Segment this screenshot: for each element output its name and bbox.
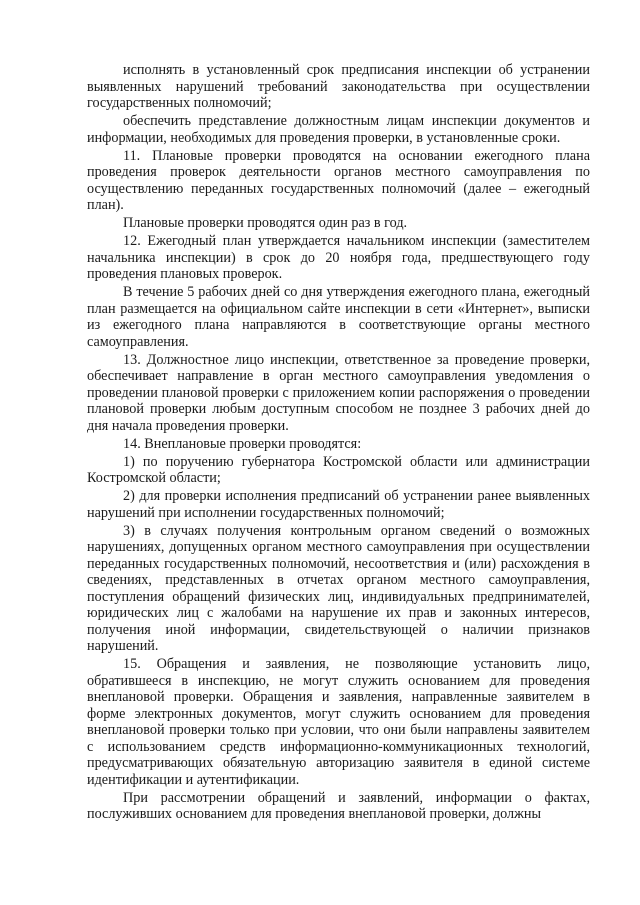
paragraph-plan-publication: В течение 5 рабочих дней со дня утверждения ежегодного плана, ежегодный план размещается на официальном сайте инспекции в сети «Интернет», выписки из ежегодного плана направляются в соответствующие органы местного самоуправления. (87, 284, 590, 350)
paragraph-once-a-year: Плановые проверки проводятся один раз в год. (123, 215, 408, 231)
paragraph-15-appeals: 15. Обращения и заявления, не позволяющие установить лицо, обратившееся в инспекцию, не могут служить основанием для проведения внеплановой проверки. Обращения и заявления, направленные заявителем в форме электронных документов, могут служить основанием для проведения внеплановой проверки только при условии, что они были направлены заявителем с использованием средств информационно-коммуникационных технологий, предусматривающих обязательную авторизацию заявителя в единой системе идентификации и аутентификации. (87, 656, 590, 788)
paragraph-appeals-consideration: При рассмотрении обращений и заявлений, информации о фактах, послуживших основанием для проведения внеплановой проверки, должны (87, 789, 590, 822)
document-page (87, 62, 590, 823)
list-item-3-information: 3) в случаях получения контрольным органом сведений о возможных нарушениях, допущенных органом местного самоуправления при осуществлении переданных государственных полномочий, несоответствия и (или) расхождения в сведениях, представленных в отчетах органом местного самоуправления, поступления обращений физических лиц, индивидуальных предпринимателей, юридических лиц с жалобами на нарушение их прав и законных интересов, получения иной информации, свидетельствующей о наличии признаков нарушений. (87, 522, 590, 654)
list-item-1-governor: 1) по поручению губернатора Костромской области или администрации Костромской области; (87, 453, 590, 486)
list-item-2-prescriptions: 2) для проверки исполнения предписаний об устранении ранее выявленных нарушений при исполнении государственных полномочий; (87, 488, 590, 521)
paragraph-obligation-provide: обеспечить представление должностным лицам инспекции документов и информации, необходимых для проведения проверки, в установленные сроки. (87, 113, 590, 146)
paragraph-11-planned-inspections: 11. Плановые проверки проводятся на основании ежегодного плана проведения проверок деятельности органов местного самоуправления по осуществлению переданных государственных полномочий (далее – ежегодный план). (87, 147, 590, 213)
paragraph-12-plan-approval: 12. Ежегодный план утверждается начальником инспекции (заместителем начальника инспекции) в срок до 20 ноября года, предшествующего году проведения плановых проверок. (87, 233, 590, 282)
paragraph-obligation-comply: исполнять в установленный срок предписания инспекции об устранении выявленных нарушений требований законодательства при осуществлении государственных полномочий; (87, 62, 590, 111)
paragraph-13-notification: 13. Должностное лицо инспекции, ответственное за проведение проверки, обеспечивает направление в орган местного самоуправления уведомления о проведении плановой проверки с приложением копии распоряжения о проведении плановой проверки любым доступным способом не позднее 3 рабочих дней до дня начала проведения проверки. (87, 351, 590, 434)
paragraph-14-unplanned: 14. Внеплановые проверки проводятся: (123, 435, 362, 452)
